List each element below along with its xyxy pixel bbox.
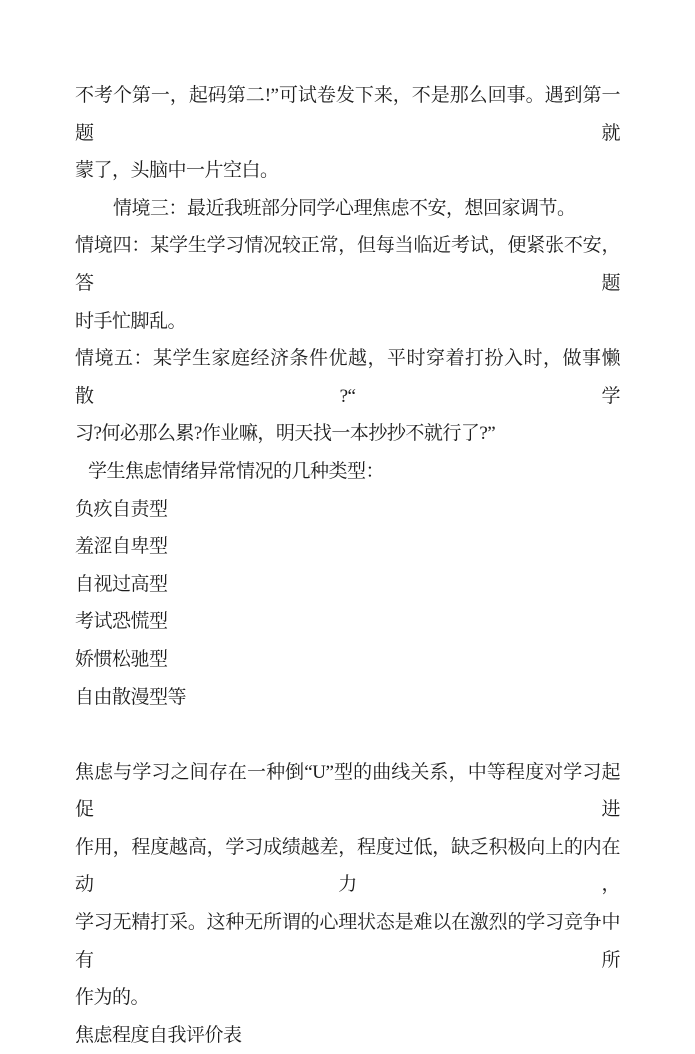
document-line: 自视过高型 xyxy=(75,573,168,595)
document-line: 时手忙脚乱。 xyxy=(75,310,187,332)
document-line: 作用，程度越高，学习成绩越差，程度过低，缺乏积极向上的内在动力， xyxy=(75,836,620,896)
document-line: 蒙了，头脑中一片空白。 xyxy=(75,160,279,182)
document-line: 考试恐慌型 xyxy=(75,611,168,633)
document-line: 情境五：某学生家庭经济条件优越，平时穿着打扮入时，做事懒散?“学 xyxy=(75,348,620,407)
document-line: 习?何必那么累?作业嘛，明天找一本抄抄不就行了?” xyxy=(75,423,496,445)
document-line: 自由散漫型等 xyxy=(75,686,187,708)
document-line: 作为的。 xyxy=(75,987,150,1009)
document-line list-item: 负疚自责型 xyxy=(75,498,168,520)
document-line: 学习无精打采。这种无所谓的心理状态是难以在激烈的学习竞争中有所 xyxy=(75,912,620,971)
document-line: 焦虑程度自我评价表 xyxy=(75,1024,242,1046)
document-line: 羞涩自卑型 xyxy=(75,536,168,558)
document-line: 娇惯松驰型 xyxy=(75,648,168,670)
document-line: 不考个第一，起码第二!”可试卷发下来，不是那么回事。遇到第一题就 xyxy=(75,85,620,144)
document-line: 焦虑与学习之间存在一种倒“U”型的曲线关系，中等程度对学习起促进 xyxy=(75,761,620,821)
document-line: 情境四：某学生学习情况较正常，但每当临近考试，便紧张不安，答题 xyxy=(75,235,620,294)
blank-line xyxy=(75,716,620,754)
document-line: 情境三：最近我班部分同学心理焦虑不安，想回家调节。 xyxy=(113,197,576,219)
document-line: 学生焦虑情绪异常情况的几种类型： xyxy=(88,460,385,482)
